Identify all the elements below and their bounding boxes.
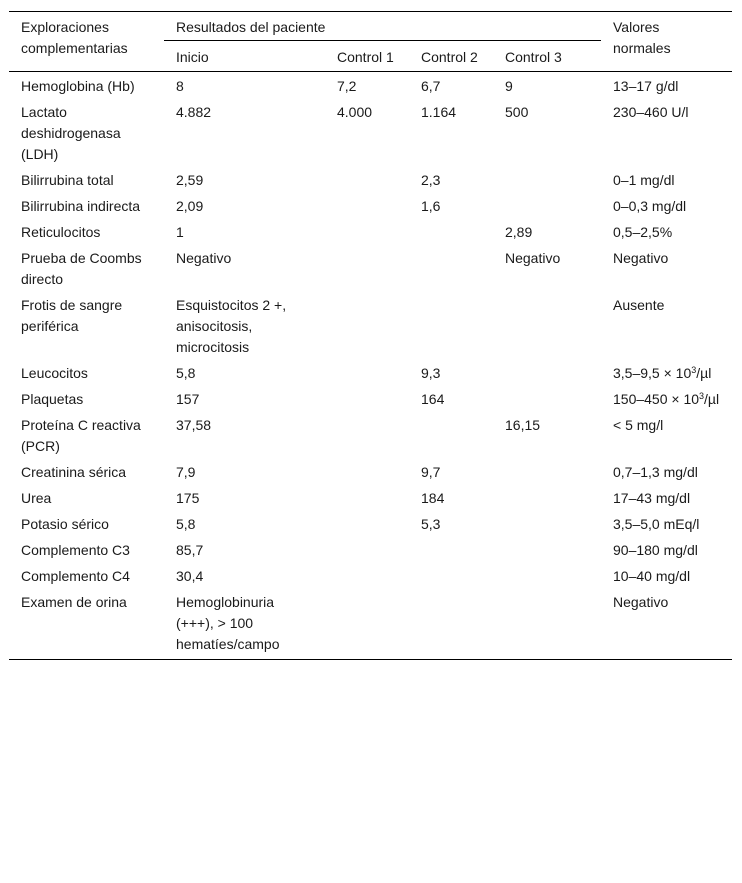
cell-valor-normal: 230–460 U/l bbox=[613, 104, 689, 120]
cell-valor-normal: 0–1 mg/dl bbox=[613, 172, 675, 188]
cell-exploracion: Frotis de sangre periférica bbox=[21, 297, 123, 334]
cell-inicio: Negativo bbox=[176, 250, 232, 266]
table-row bbox=[9, 511, 732, 537]
cell-exploracion: Prueba de Coombs directo bbox=[21, 250, 142, 287]
cell-exploracion: Hemoglobina (Hb) bbox=[21, 78, 135, 94]
valor-normal-exponent: 3 bbox=[699, 391, 705, 401]
cell-control-3 bbox=[493, 485, 601, 511]
cell-control-3 bbox=[493, 459, 601, 485]
cell-control-2: 1,6 bbox=[421, 198, 441, 214]
cell-inicio: 157 bbox=[176, 391, 200, 407]
cell-control-1 bbox=[325, 245, 409, 292]
cell-control-1 bbox=[325, 193, 409, 219]
table-row bbox=[9, 219, 732, 245]
cell-valor-normal: 10–40 mg/dl bbox=[613, 568, 691, 584]
table-row bbox=[9, 360, 732, 386]
cell-exploracion: Leucocitos bbox=[21, 365, 88, 381]
table-row bbox=[9, 589, 732, 660]
table-row bbox=[9, 459, 732, 485]
cell-exploracion: Bilirrubina indirecta bbox=[21, 198, 141, 214]
table-header bbox=[9, 12, 732, 72]
cell-control-3 bbox=[493, 589, 601, 660]
cell-control-1: 7,2 bbox=[337, 78, 357, 94]
cell-control-1 bbox=[325, 537, 409, 563]
cell-control-2: 9,7 bbox=[421, 464, 441, 480]
header-control-1: Control 1 bbox=[325, 41, 409, 72]
table-row bbox=[9, 167, 732, 193]
cell-exploracion: Urea bbox=[21, 490, 52, 506]
cell-inicio: 2,09 bbox=[176, 198, 204, 214]
cell-inicio: 2,59 bbox=[176, 172, 204, 188]
cell-control-3: 9 bbox=[505, 78, 513, 94]
cell-control-3 bbox=[493, 563, 601, 589]
cell-exploracion: Complemento C3 bbox=[21, 542, 130, 558]
cell-inicio: 4.882 bbox=[176, 104, 212, 120]
cell-control-3 bbox=[493, 292, 601, 360]
cell-control-1 bbox=[325, 292, 409, 360]
cell-control-2 bbox=[409, 245, 493, 292]
cell-control-1 bbox=[325, 511, 409, 537]
cell-control-2: 164 bbox=[421, 391, 445, 407]
cell-inicio: 30,4 bbox=[176, 568, 204, 584]
lab-results-table bbox=[9, 11, 732, 660]
cell-control-1: 4.000 bbox=[337, 104, 373, 120]
cell-control-1 bbox=[325, 459, 409, 485]
cell-control-1 bbox=[325, 589, 409, 660]
table-row bbox=[9, 99, 732, 167]
cell-exploracion: Potasio sérico bbox=[21, 516, 109, 532]
valor-normal-unit: /µl bbox=[704, 391, 720, 407]
header-resultados: Resultados del paciente bbox=[164, 12, 601, 41]
cell-inicio: Esquistocitos 2 +, anisocitosis, microcitosis bbox=[176, 297, 287, 355]
cell-control-1 bbox=[325, 386, 409, 412]
header-exploraciones: Exploraciones complementarias bbox=[9, 12, 164, 72]
cell-valor-normal: 0,7–1,3 mg/dl bbox=[613, 464, 698, 480]
cell-control-3: 2,89 bbox=[505, 224, 533, 240]
cell-control-2: 2,3 bbox=[421, 172, 441, 188]
valor-normal-unit: /µl bbox=[696, 365, 712, 381]
cell-valor-normal: Ausente bbox=[613, 297, 665, 313]
cell-control-3 bbox=[493, 360, 601, 386]
cell-inicio: 5,8 bbox=[176, 516, 196, 532]
cell-control-2 bbox=[409, 537, 493, 563]
cell-valor-normal: < 5 mg/l bbox=[613, 417, 664, 433]
header-valores-normales: Valores normales bbox=[601, 12, 732, 72]
cell-control-1 bbox=[325, 167, 409, 193]
cell-control-3 bbox=[493, 167, 601, 193]
cell-control-3 bbox=[493, 511, 601, 537]
cell-valor-normal: 17–43 mg/dl bbox=[613, 490, 691, 506]
cell-control-2: 184 bbox=[421, 490, 445, 506]
table-row bbox=[9, 563, 732, 589]
cell-control-3 bbox=[493, 537, 601, 563]
table-row bbox=[9, 537, 732, 563]
cell-control-2: 6,7 bbox=[421, 78, 441, 94]
cell-exploracion: Creatinina sérica bbox=[21, 464, 127, 480]
cell-control-1 bbox=[325, 412, 409, 459]
cell-inicio: 37,58 bbox=[176, 417, 212, 433]
header-control-3: Control 3 bbox=[493, 41, 601, 72]
cell-inicio: Hemoglobinuria (+++), > 100 hematíes/campo bbox=[164, 589, 325, 660]
valor-normal-text: 3,5–9,5 × 10 bbox=[613, 365, 692, 381]
cell-control-3: 500 bbox=[505, 104, 529, 120]
cell-inicio: 85,7 bbox=[176, 542, 204, 558]
cell-control-3 bbox=[493, 386, 601, 412]
cell-control-2 bbox=[409, 292, 493, 360]
cell-inicio: 8 bbox=[176, 78, 184, 94]
cell-inicio: 5,8 bbox=[176, 365, 196, 381]
cell-control-2 bbox=[409, 563, 493, 589]
table-row bbox=[9, 386, 732, 412]
table-row bbox=[9, 72, 732, 100]
cell-control-2: 9,3 bbox=[421, 365, 441, 381]
cell-exploracion: Bilirrubina total bbox=[21, 172, 114, 188]
cell-control-2: 5,3 bbox=[421, 516, 441, 532]
cell-control-2 bbox=[409, 589, 493, 660]
cell-inicio: 7,9 bbox=[176, 464, 196, 480]
cell-control-2: 1.164 bbox=[421, 104, 457, 120]
cell-control-2 bbox=[409, 219, 493, 245]
cell-valor-normal: 0,5–2,5% bbox=[613, 224, 673, 240]
cell-valor-normal bbox=[601, 360, 732, 386]
valor-normal-text: 150–450 × 10 bbox=[613, 391, 700, 407]
cell-control-1 bbox=[325, 485, 409, 511]
header-inicio: Inicio bbox=[164, 41, 325, 72]
cell-control-3: 16,15 bbox=[505, 417, 541, 433]
table-row bbox=[9, 292, 732, 360]
cell-control-1 bbox=[325, 360, 409, 386]
cell-valor-normal: Negativo bbox=[613, 250, 669, 266]
cell-exploracion: Examen de orina bbox=[9, 589, 164, 660]
table-row bbox=[9, 193, 732, 219]
valor-normal-exponent: 3 bbox=[691, 365, 697, 375]
cell-exploracion: Complemento C4 bbox=[21, 568, 130, 584]
cell-inicio: 175 bbox=[176, 490, 200, 506]
cell-valor-normal: 90–180 mg/dl bbox=[613, 542, 698, 558]
cell-valor-normal bbox=[601, 386, 732, 412]
cell-control-1 bbox=[325, 219, 409, 245]
cell-valor-normal: 0–0,3 mg/dl bbox=[613, 198, 687, 214]
cell-exploracion: Plaquetas bbox=[21, 391, 84, 407]
cell-control-1 bbox=[325, 563, 409, 589]
cell-control-2 bbox=[409, 412, 493, 459]
table-body bbox=[9, 72, 732, 660]
header-control-2: Control 2 bbox=[409, 41, 493, 72]
cell-exploracion: Lactato deshidrogenasa (LDH) bbox=[21, 104, 121, 162]
cell-exploracion: Proteína C reactiva (PCR) bbox=[21, 417, 141, 454]
table-row bbox=[9, 245, 732, 292]
cell-control-3: Negativo bbox=[505, 250, 561, 266]
cell-inicio: 1 bbox=[176, 224, 184, 240]
cell-valor-normal: Negativo bbox=[601, 589, 732, 660]
cell-valor-normal: 3,5–5,0 mEq/l bbox=[613, 516, 700, 532]
cell-exploracion: Reticulocitos bbox=[21, 224, 101, 240]
table-row bbox=[9, 412, 732, 459]
cell-valor-normal: 13–17 g/dl bbox=[613, 78, 679, 94]
cell-control-3 bbox=[493, 193, 601, 219]
table-row bbox=[9, 485, 732, 511]
